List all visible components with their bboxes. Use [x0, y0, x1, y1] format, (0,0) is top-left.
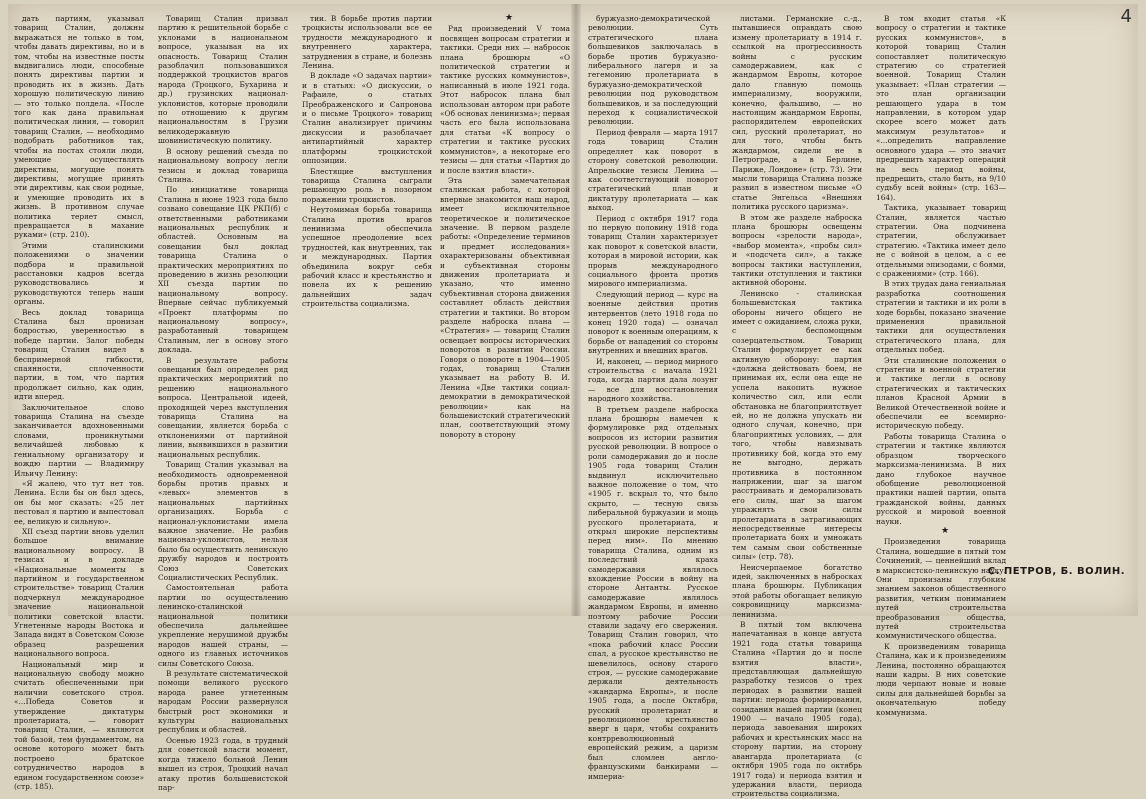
text-column-3: [302, 14, 432, 594]
paragraph: Заключительное слово товарища Сталина на съезде заканчивается вдохновенными словами, проникнутыми величайшей любовью к гениальному организатору и вождю партии — Владимиру Ильичу Ленину:: [14, 402, 144, 478]
text-column-6: [876, 14, 1006, 717]
page-number: 4: [1120, 6, 1132, 27]
paragraph: Неисчерпаемое богатство идей, заключенных в набросках плана брошюры. Публикация этой работы обогащает великую сокровищницу марксизма-ленинизма.: [732, 562, 862, 619]
text-column-5: [732, 14, 862, 799]
section-star: ★: [504, 13, 514, 23]
paragraph: Период с октября 1917 года по первую половину 1918 года товарищ Сталин характеризует как поворот к советской власти, которая в мировой истории, как прорыв международного социального фронта против мирового империализма.: [588, 213, 718, 289]
paragraph: В результате систематической помощи великого русского народа ранее угнетенным народам России развернулся быстрый рост экономики и культуры национальных республик и областей.: [158, 669, 288, 735]
paragraph: По инициативе товарища Сталина в июне 1923 года было созвано совещание ЦК РКП(б) с ответственными работниками национальных республик и областей. Основным на совещании был доклад товарища Сталина о практических мероприятиях по проведению в жизнь резолюции XII съезда партии по национальному вопросу. Впервые сейчас публикуемый «Проект платформы по национальному вопросу», разработанный товарищем Сталиным, лег в основу этого доклада.: [158, 185, 288, 355]
paragraph: Этими сталинскими положениями о значении подбора и правильной расстановки кадров всегда руководствовались и руководствуются теперь наши органы.: [14, 240, 144, 307]
paragraph: Тактика, указывает товарищ Сталин, является частью стратегии. Она подчинена стратегии, обслуживает стратегию. «Тактика имеет дело не с войной в целом, а с ее отдельными эпизодами, с боями, с сражениями» (стр. 166).: [876, 203, 1006, 278]
page-fold: [571, 4, 581, 616]
paragraph: Период февраля — марта 1917 года товарищ Сталин определяет как поворот в сторону советской революции. Апрельские тезисы Ленина — как соответствующий поворот стратегический план и диктатуру пролетариата — как выход.: [588, 127, 718, 213]
paragraph: Товарищ Сталин призвал партию к решительной борьбе с уклонами в национальном вопросе, указывая на их опасность. Товарищ Сталин разоблачил пользовавшихся поддержкой троцкистов врагов народа (Троцкого, Бухарина и др.) грузинских национал-уклонистов, которые проводили по отношению к другим национальностям в Грузии великодержавную шовинистическую политику.: [158, 14, 288, 146]
text-column-1: [14, 14, 144, 791]
paragraph: Ряд произведений V тома посвящен вопросам стратегии и тактики. Среди них — набросок плана брошюры «О политической стратегии и тактике русских коммунистов», написанный в июле 1921 года. Этот набросок плана был использован автором при работе «Об основах ленинизма»; первая часть его была использована для статьи «К вопросу о стратегии и тактике русских коммунистов», а некоторые его тезисы — для статьи «Партия до и после взятия власти».: [440, 24, 571, 175]
text-column-3-continued: [440, 14, 570, 594]
paragraph: «Я жалею, что тут нет тов. Ленина. Если бы он был здесь, он бы мог сказать: «25 лет пестовал я партию и выпестовал ее, великую и сильную».: [14, 478, 144, 526]
paragraph: В докладе «О задачах партии» и в статьях: «О дискуссии, о Рафаиле, о статьях Преображенского и Сапронова и о письме Троцкого» товарищ Сталин анализирует причины дискуссии и разоблачает антипартийный характер платформы троцкистской оппозиции.: [302, 71, 432, 166]
paragraph: Эти сталинские положения о стратегии и военной стратегии и тактике легли в основу стратегических и тактических планов Красной Армии в Великой Отечественной войне и обеспечили ее всемирно-историческую победу.: [876, 355, 1006, 431]
paragraph: Блестящие выступления товарища Сталина сыграли решающую роль в позорном поражении троцкистов.: [302, 166, 432, 204]
paragraph: Товарищ Сталин указывал на необходимость одновременной борьбы против правых и «левых» элементов в национальных партийных организациях. Борьба с национал-уклонистами имела важное значение. Не разбив национал-уклонистов, нельзя было бы осуществить ленинскую дружбу народов и построить Союз Советских Социалистических Республик.: [158, 460, 288, 582]
paragraph: К произведениям товарища Сталина, как и к произведениям Ленина, постоянно обращаются наши кадры. В них советские люди черпают новые и новые силы для дальнейшей борьбы за окончательную победу коммунизма.: [876, 641, 1006, 717]
paragraph: В основу решений съезда по национальному вопросу легли тезисы и доклад товарища Сталина.: [158, 146, 288, 184]
paragraph: Осенью 1923 года, в трудный для советской власти момент, когда тяжело больной Ленин вышел из строя, Троцкий начал атаку против большевистской пар-: [158, 735, 288, 792]
article-signature: С. ПЕТРОВ, Б. ВОЛИН.: [987, 566, 1125, 577]
paragraph: буржуазно-демократической революции. Суть стратегического плана большевиков заключалась в борьбе против буржуазно-либерального лагеря и за гегемонию пролетариата в буржуазно-демократической революции под руководством большевиков, и за последующий переход к социалистической революции.: [588, 14, 718, 127]
paragraph: В результате работы совещания был определен ряд практических мероприятий по решению национального вопроса. Центральной идеей, проходящей через выступления товарища Сталина на совещании, является борьба с отклонениями от партийной линии, выявившихся в развитии национальных республик.: [158, 355, 288, 459]
paragraph: Эта замечательная сталинская работа, с которой впервые знакомится наш народ, имеет исключительное теоретическое и политическое значение. В первом разделе работы: «Определение терминов и предмет исследования» охарактеризованы объективная и субъективная стороны движения пролетариата и указано, что именно субъективная сторона движения составляет область действия стратегии и тактики. Во втором разделе наброска плана — «Стратегия» — товарищ Сталин освещает вопросы исторических поворотов в развитии России. Говоря о повороте в 1904—1905 годах, товарищ Сталин указывает на работу В. И. Ленина «Две тактики социал-демократии в демократической революции» как на большевистский стратегический план, соответствующий этому повороту в сторону: [440, 175, 570, 439]
paragraph: Работы товарища Сталина о стратегии и тактике являются образцом творческого марксизма-ленинизма. В них дано глубокое научное обобщение революционной практики нашей партии, опыта гражданской войны, данных русской и мировой военной науки.: [876, 431, 1006, 526]
paragraph: листами. Германские с.-д., пытавшиеся оправдать свою измену пролетариату в 1914 г. ссылкой на прогрессивность войны с русским самодержавием, как с жандармом Европы, которое дало главную помощь империализму, вооружили, конечно, фальшиво, — но настоящим жандармом Европы, распорядителем европейских сил, русский пролетариат, но для того, чтобы быть жандармом, сидели не в Петрограде, а в Берлине, Париже, Лондоне» (стр. 73). Эти мысли товарища Сталина позже развил в известном письме «О статье Энгельса «Внешняя политика русского царизма».: [732, 14, 862, 212]
paragraph: Произведения товарища Сталина, вошедшие в пятый том Сочинений, — ценнейший вклад в марксистско-ленинскую науку. Они пронизаны глубоким знанием законов общественного развития, четким пониманием путей строительства преобразования общества, путей строительства коммунистического общества.: [876, 537, 1006, 641]
paragraph: Ленинско - сталинская большевистская тактика обороны ничего общего не имеет с ожиданием, сложа руки, с беспомощным созерцательством. Товарищ Сталин формулирует ее как активную оборону: партия «должна действовать боем, не принимая их, если она еще не успела накопить нужное количество сил, или если обстановка не благоприятствует ей, но не должна упускать ни одного случая, конечно, при благоприятных условиях, — для того, чтобы навязывать противнику бой, когда это ему не выгодно, держать противника в постоянном напряжении, шаг за шагом расстраивать и деморализовать его силы, шаг за шагом упражнять свои силы пролетариата в затрагивающих непосредственные интересы пролетариата боях и умножать тем самым свои собственные силы» (стр. 78).: [732, 288, 862, 562]
paragraph: И, наконец, — период мирного строительства с начала 1921 года, когда партия дала лозунг — все для восстановления народного хозяйства.: [588, 356, 718, 404]
paragraph: Следующий период — курс на военные действия против интервентов (лето 1918 года по конец 1920 года) — означал поворот к военным операциям, к борьбе от нападений со стороны внутренних и внешних врагов.: [588, 289, 718, 356]
paragraph: Самостоятельная работа партии по осуществлению ленинско-сталинской национальной политики обеспечила дальнейшее укрепление нерушимой дружбы народов нашей страны, — одного из главных источников силы Советского Союза.: [158, 583, 288, 668]
section-star: ★: [940, 525, 950, 536]
paragraph: В пятый том включена напечатанная в конце августа 1921 года статья товарища Сталина «Партия до и после взятия власти», представляющая дальнейшую разработку тезисов о трех периодах в развитии нашей партии: периода формирования, созидания нашей партии (конец 1900 — начало 1905 года), периода завоевания широких рабочих и крестьянских масс на сторону партии, на сторону авангарда пролетариата (с октября 1905 года по октябрь 1917 года) и периода взятия и удержания власти, периода строительства социализма.: [732, 620, 862, 799]
text-column-4: [588, 14, 718, 781]
paragraph: Неутомимая борьба товарища Сталина против врагов ленинизма обеспечила успешное преодоление всех трудностей, как внутренних, так и международных. Партия объединила вокруг себя рабочий класс и крестьянство и повела их к решению дальнейших задач строительства социализма.: [302, 205, 432, 309]
text-column-2: [158, 14, 288, 792]
paragraph: В этом же разделе наброска плана брошюры освещены вопросы «зрелости народа», «выбор момента», «пробы сил» и «подсчета сил», а также вопросы тактики наступления, тактики отступления и тактики активной обороны.: [732, 212, 862, 288]
paragraph: дать партиям, указывал товарищ Сталин, должны выражаться не только в том, чтобы давать директивы, но и в том, чтобы на известные посты выдвигались люди, способные понять директивы партии и проводить их в жизнь. Дать хорошую политическую линию — это только полдела. «После того как дана правильная политическая линия, — говорил товарищ Сталин, — необходимо подобрать работников так, чтобы на постах стояли люди, умеющие осуществлять директивы, могущие понять директивы, могущие принять эти директивы, как свои родные, и умеющие проводить их в жизнь. В противном случае политика теряет смысл, превращается в махание руками» (стр. 210).: [14, 14, 144, 240]
paragraph: В третьем разделе наброска плана брошюры намечен к формулировке ряд отдельных вопросов из истории развития русской революции. В вопросе о роли самодержавия до и после 1905 года товарищ Сталин выдвинул исключительно важное положение о том, что «1905 г. вскрыл то, что было скрыто, — тесную связь либеральной буржуазии и мощь русского пролетариата, и открыл широкие перспективы перед ним». По мнению товарища Сталина, одним из последствий краха самодержавия являлось вхождение России в войну на стороне Антанты. Русское самодержавие являлось жандармом Европы, и именно поэтому рабочие России ставили задачу его свержения. Товарищ Сталин говорил, что «пока рабочий класс России спал, а русское крестьянство не шевелилось, основу старого строя, — русские самодержавие держали деятельность «жандарма Европы», и после 1905 года, а после Октября, русский пролетариат и революционное крестьянство вверг в царя, чтобы сохранить контрреволюционный европейский режим, а царизм был сломлен англо-французскими банкирами — империа-: [588, 404, 718, 781]
paragraph: Национальный мир и национальную свободу можно считать обеспеченными при наличии советского строя. «...Победа Советов и утверждение диктатуры пролетариата, — говорит товарищ Сталин, — являются той базой, тем фундаментом, на основе которого может быть построено братское сотрудничество народов в едином государственном союзе» (стр. 185).: [14, 659, 144, 791]
newspaper-sheet: [8, 4, 1138, 799]
paragraph: В этих трудах дана гениальная разработка соотношения стратегии и тактики и их роли в ходе борьбы, показано значение применения правильной тактики для осуществления стратегического плана, для отдельных побед.: [876, 279, 1006, 355]
paragraph: Весь доклад товарища Сталина был пронизан бодростью, уверенностью в победе партии. Залог победы товарищ Сталин видел в беспримерной гибкости, спаянности, сплоченности партии, в том, что партия продолжает сильно, как один, идти вперед.: [14, 307, 144, 402]
paragraph: тии. В борьбе против партии троцкисты использовали все ее трудности международного и внутреннего характера, затруднения в стране, и болезнь Ленина.: [302, 14, 432, 71]
paragraph: В том входит статья «К вопросу о стратегии и тактике русских коммунистов», в которой товарищ Сталин сопоставляет политическую стратегию со стратегией военной. Товарищ Сталин указывает: «План стратегии — это план организации решающего удара в том направлении, в котором удар скорее всего может дать максимум результатов» и «...определить направление основного удара — это значит предрешить характер операций на весь период войны, предрешить, стало быть, на 9/10 судьбу всей войны» (стр. 163—164).: [876, 14, 1006, 202]
paragraph: XII съезд партии вновь уделил большое внимание национальному вопросу. В тезисах и в докладе «Национальные моменты в партийном и государственном строительстве» товарищ Сталин подчеркнул международное значение национальной политики советской власти. Угнетенные народы Востока и Запада видят в Советском Союзе образец разрешения национального вопроса.: [14, 526, 144, 659]
